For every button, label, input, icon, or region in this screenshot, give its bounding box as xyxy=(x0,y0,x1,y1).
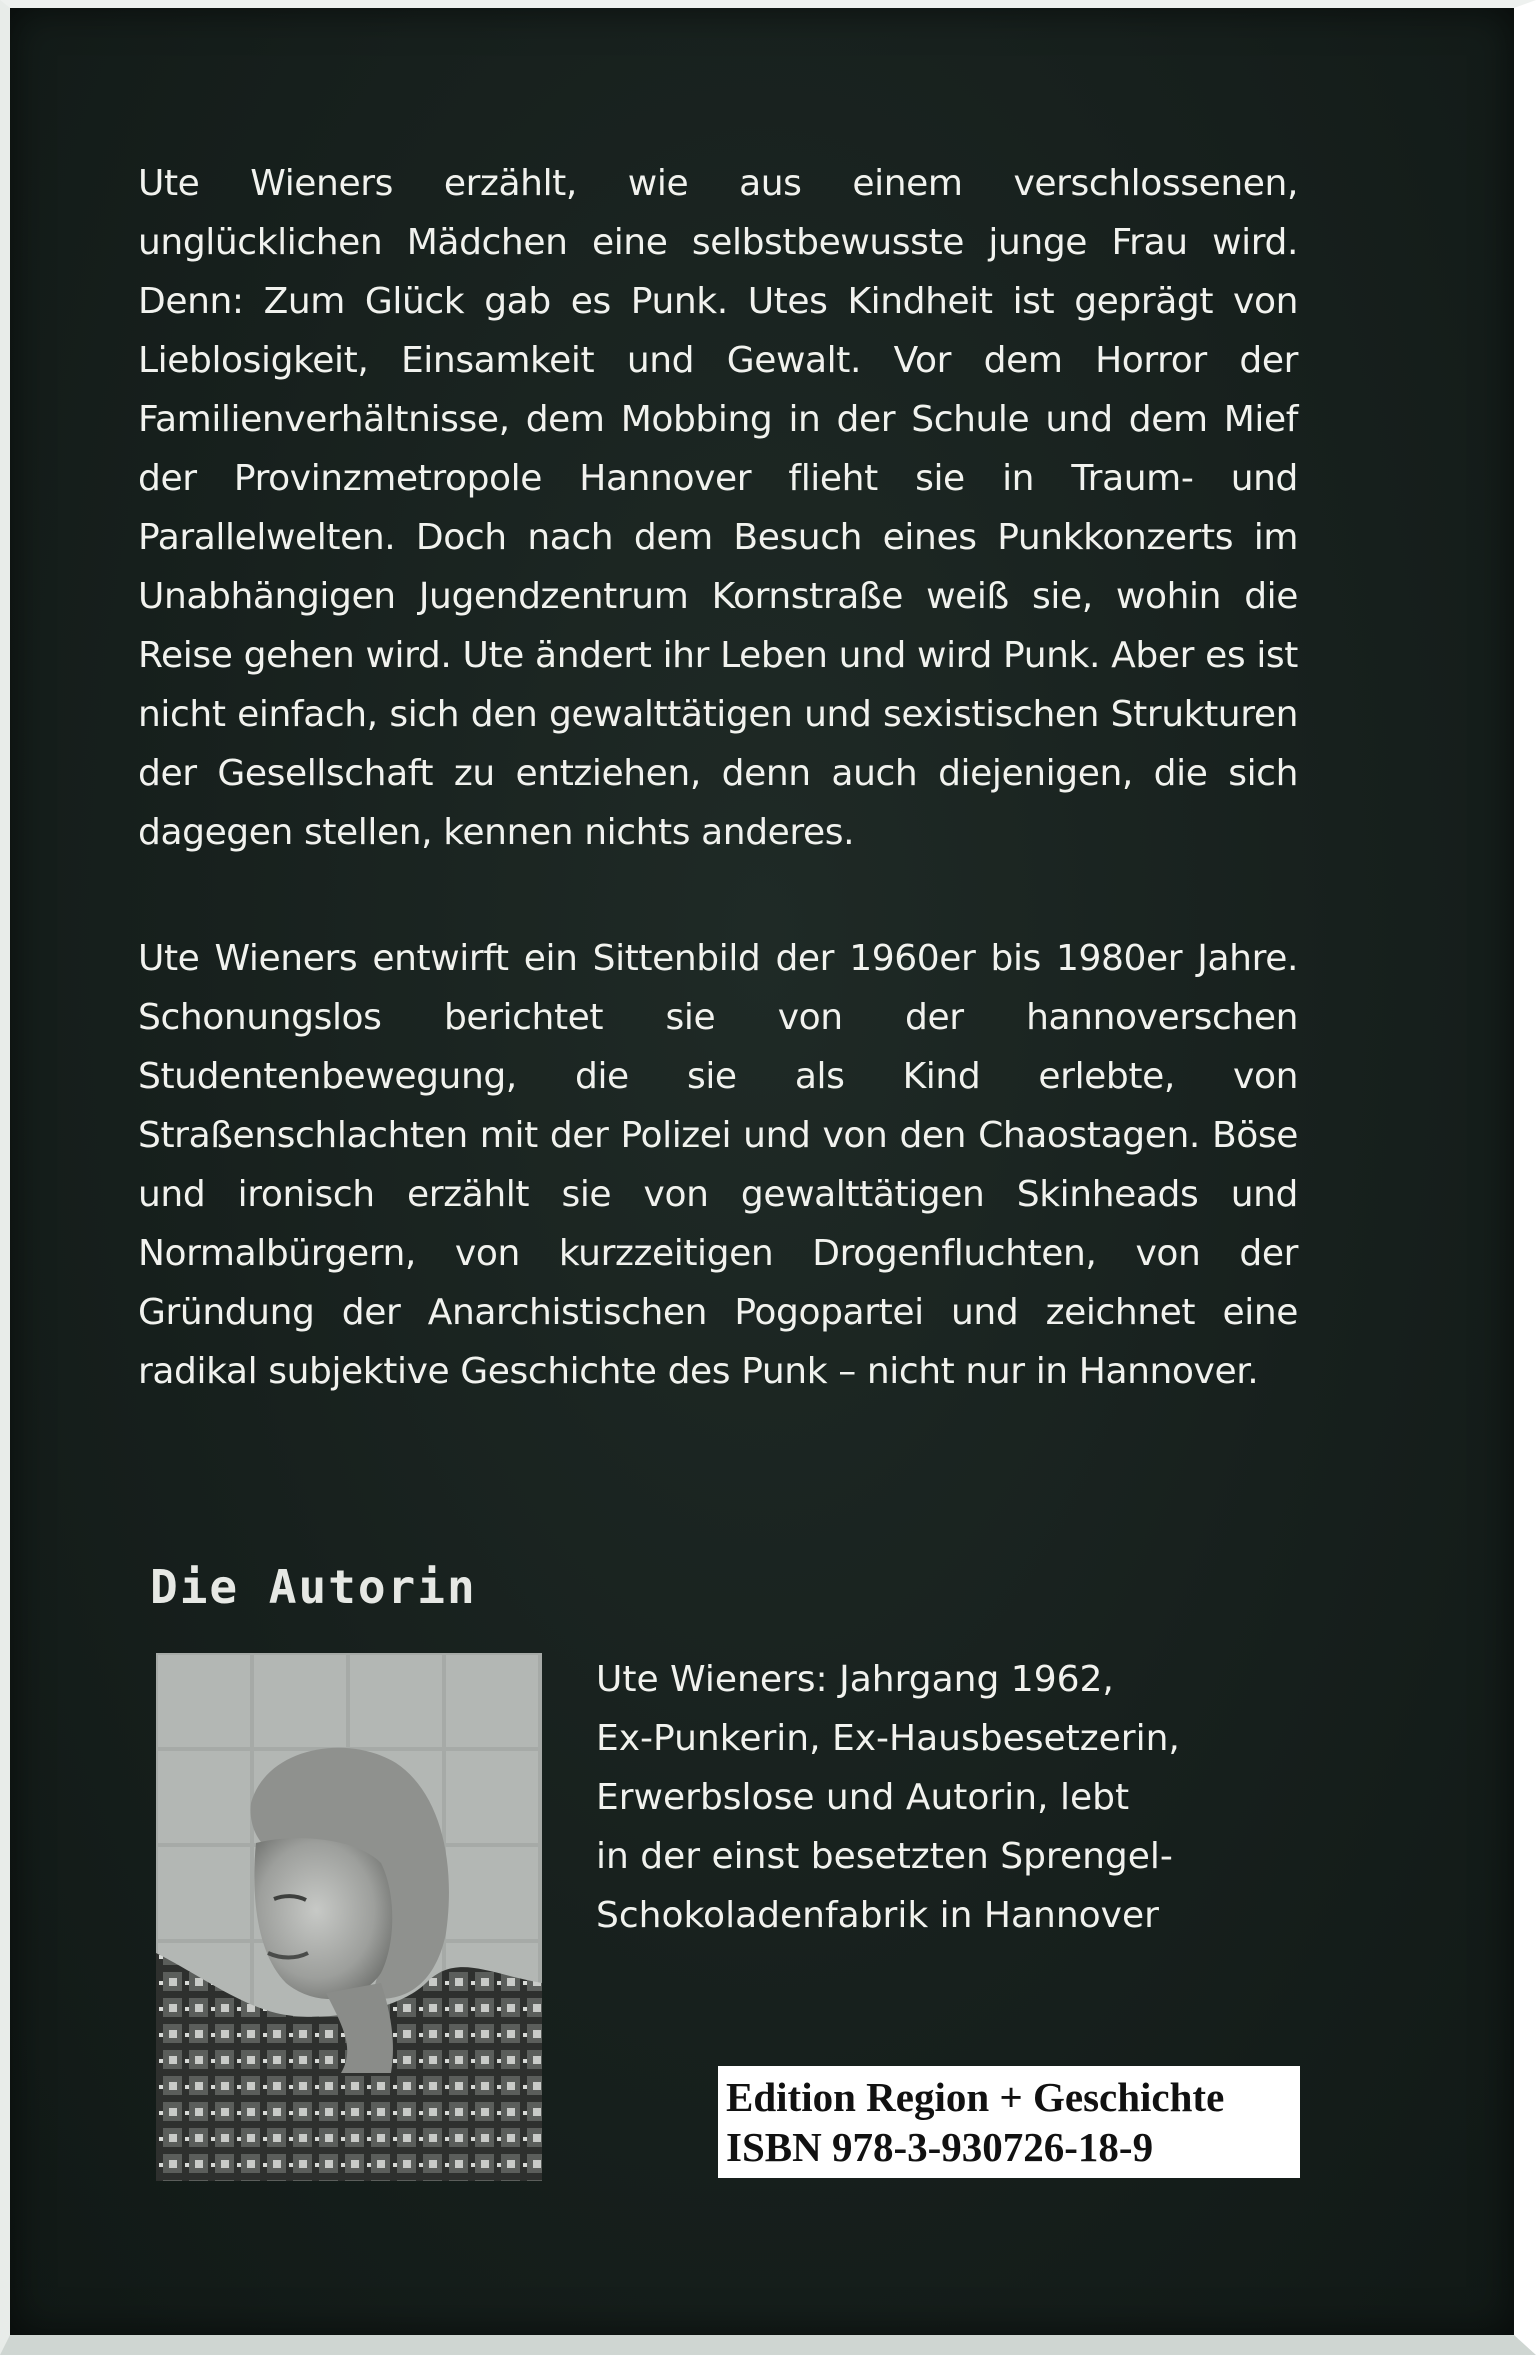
bio-line: Erwerbslose und Autorin, lebt xyxy=(596,1777,1130,1818)
author-heading: Die Autorin xyxy=(150,1560,477,1614)
blurb-paragraph-1: Ute Wieners erzählt, wie aus einem verschlossenen, unglücklichen Mädchen eine selbstbewusste junge Frau wird. Denn: Zum Glück gab es Punk. Utes Kindheit ist geprägt von Lieblosigkeit, Einsamkeit und Gewalt. Vor dem Horror der Familienverhältnisse, dem Mobbing in der Schule und dem Mief der Provinzmetropole Hannover flieht sie in Traum- und Parallelwelten. Doch nach dem Besuch eines Punkkonzerts im Unabhängigen Jugendzentrum Kornstraße weiß sie, wohin die Reise gehen wird. Ute ändert ihr Leben und wird Punk. Aber es ist nicht einfach, sich den gewalttätigen und sexistischen Strukturen der Gesellschaft zu entziehen, denn auch diejenigen, die sich dagegen stellen, kennen nichts anderes. xyxy=(138,163,1298,853)
bio-line: Ex-Punkerin, Ex-Hausbesetzerin, xyxy=(596,1718,1180,1759)
author-bio xyxy=(596,1650,1216,1945)
back-cover xyxy=(10,8,1514,2335)
bio-line: Ute Wieners: Jahrgang 1962, xyxy=(596,1659,1114,1700)
publisher-isbn-label xyxy=(718,2066,1300,2178)
publisher-name: Edition Region + Geschichte xyxy=(726,2074,1225,2120)
author-photo xyxy=(156,1653,542,2181)
bio-line: Schokoladenfabrik in Hannover xyxy=(596,1895,1159,1936)
blurb-paragraph-2: Ute Wieners entwirft ein Sittenbild der 1960er bis 1980er Jahre. Schonungslos berichtet sie von der hannoverschen Studentenbewegung, die sie als Kind erlebte, von Straßenschlachten mit der Polizei und von den Chaostagen. Böse und ironisch erzählt sie von gewalttätigen Skinheads und Normalbürgern, von kurzzeitigen Drogenfluchten, von der Gründung der Anarchistischen Pogopartei und zeichnet eine radikal subjektive Geschichte des Punk – nicht nur in Hannover. xyxy=(138,938,1298,1392)
bio-line: in der einst besetzten Sprengel- xyxy=(596,1836,1173,1877)
isbn-number: ISBN 978-3-930726-18-9 xyxy=(726,2124,1154,2170)
